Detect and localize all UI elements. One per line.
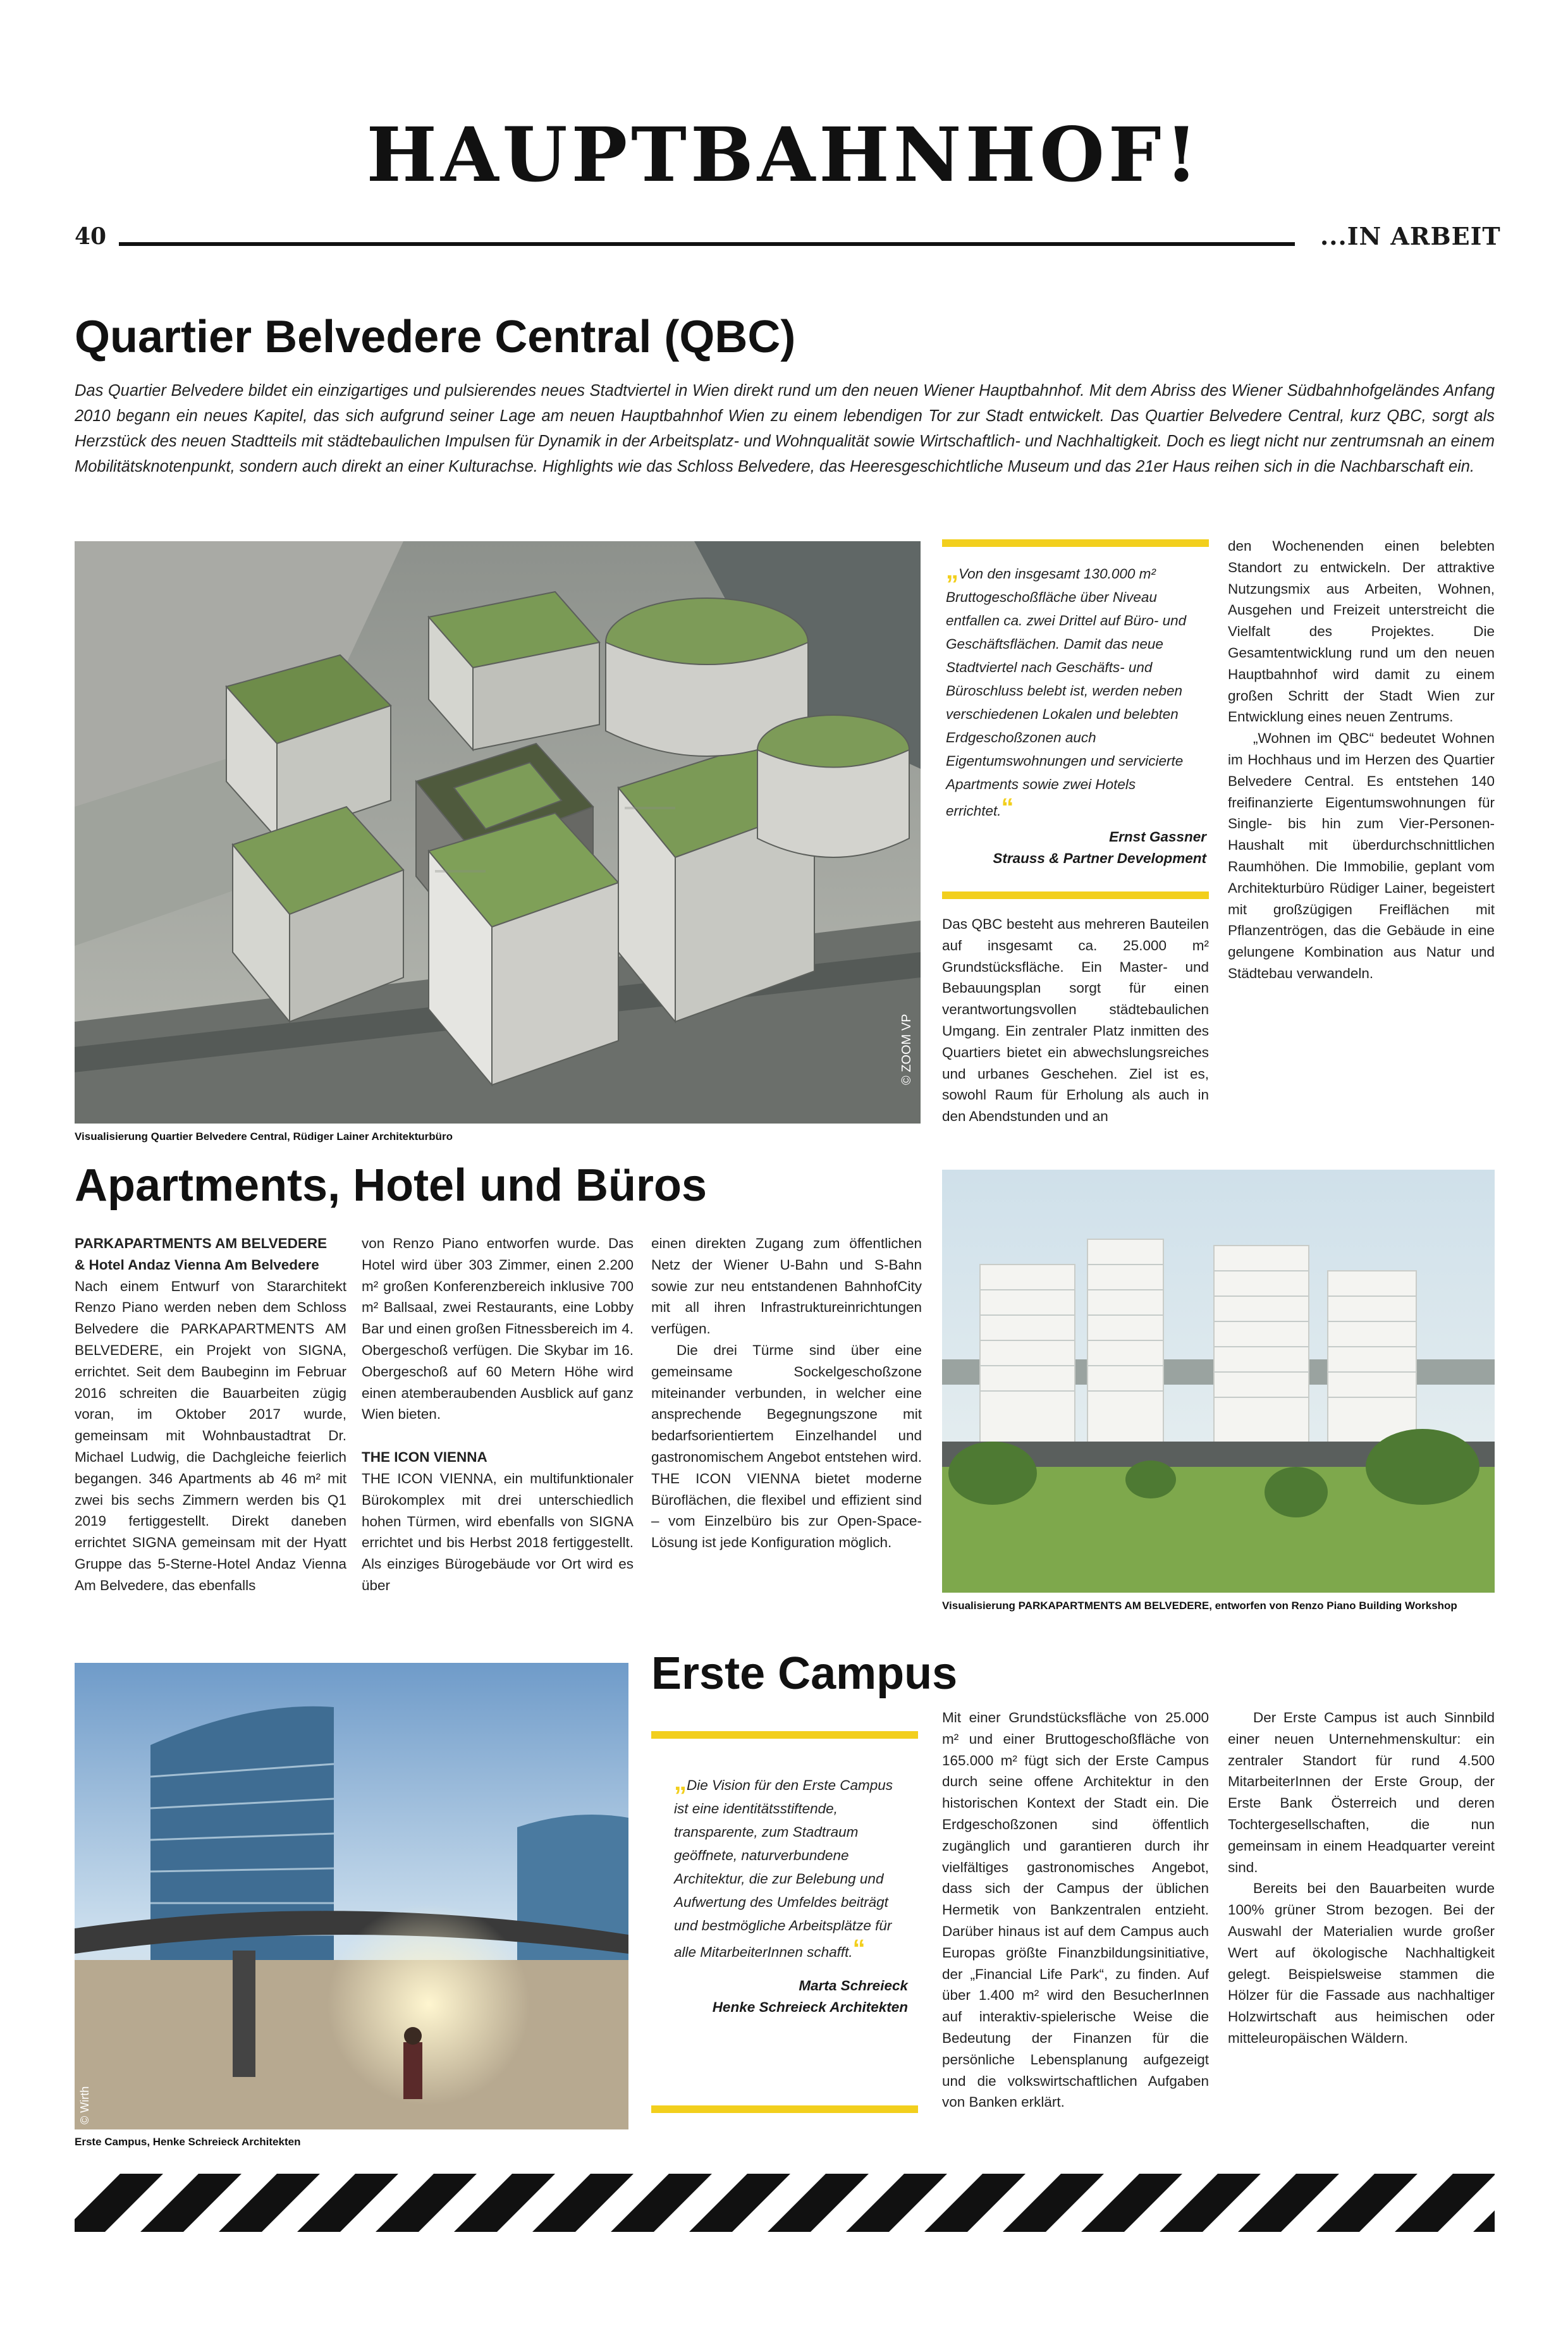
hazard-stripe — [454, 2174, 555, 2232]
qbc-column-3 — [1228, 536, 1495, 984]
erste-pullquote — [674, 1770, 908, 2018]
erste-photo — [75, 1663, 628, 2129]
apartments-heading: Apartments, Hotel und Büros — [75, 1160, 707, 1211]
quote-close-mark: “ — [1001, 793, 1014, 821]
apartments-col1-text: Nach einem Entwurf von Stararchitekt Renzo Piano werden neben dem Schloss Belvedere die PARKAPARTMENTS AM BELVEDERE, ein Projekt von SIGNA, errichtet. Seit dem Baubeginn im Februar 2016 schreiten die Bauarbeiten zügig voran, im Oktober 2017 wurde, gemeinsam mit Wohnbaustadtrat Dr. Michael Ludwig, die Dachgleiche feierlich begangen. 346 Apartments ab 46 m² mit zwei bis sechs Zimmern werden bis Q1 2019 fertiggestellt. Direkt daneben errichtet SIGNA gemeinsam mit der Hyatt Gruppe das 5-Sterne-Hotel Andaz Vienna Am Belvedere, das ebenfalls — [75, 1278, 346, 1593]
hazard-stripes — [75, 2174, 1495, 2232]
qbc-col3-p2: „Wohnen im QBC“ bedeutet Wohnen im Hochhaus und im Herzen des Quartier Belvedere Central. Es entstehen 140 freifinanzierte Eigentumswohnungen für Single- bis hin zum Vier-Personen-Haushalt mit überdurchschnittlichen Raumhöhen. Die Immobilie, geplant vom Architekturbüro Rüdiger Lainer, begeistert mit großzügigen Freiflächen mit Pflanzentrögen, das die Gebäude in eine gelungene Kombination aus Natur und Städtebau verwandeln. — [1228, 730, 1495, 981]
qbc-caption: Visualisierung Quartier Belvedere Central, Rüdiger Lainer Architekturbüro — [75, 1130, 453, 1142]
erste-col3-p1: Der Erste Campus ist auch Sinnbild einer neuen Unternehmenskultur: ein zentraler Standort für rund 4.500 MitarbeiterInnen der Erste Group, der Erste Bank Österreich und deren Tochtergesellschaften, die nun gemeinsam in einem Headquarter vereint sind. — [1228, 1710, 1495, 1875]
qbc-quote-text: Von den insgesamt 130.000 m² Bruttogeschoßfläche über Niveau entfallen ca. zwei Drittel auf Büro- und Geschäftsflächen. Damit das neue Stadtviertel nach Geschäfts- und Büroschluss belebt ist, werden neben verschiedenen Lokalen und belebten Erdgeschoßzonen auch Eigentumswohnungen und servicierte Apartments sowie zwei Hotels errichtet. — [946, 566, 1187, 819]
hazard-stripe — [611, 2174, 712, 2232]
erste-quote-author: Marta Schreieck — [799, 1978, 908, 1994]
qbc-heading: Quartier Belvedere Central (QBC) — [75, 312, 796, 362]
apartments-col3-p1: einen direkten Zugang zum öffentlichen Netz der Wiener U-Bahn und S-Bahn sowie zur neu entstandenen BahnhofCity mit all ihren Infrastruktureinrichtungen verfügen. — [651, 1235, 922, 1337]
hazard-stripe — [1160, 2174, 1261, 2232]
qbc-pullquote — [946, 556, 1206, 869]
erste-column-3 — [1228, 1707, 1495, 2049]
qbc-quote-bottom-bar — [942, 891, 1209, 899]
qbc-col3-p1: den Wochenenden einen belebten Standort zu entwickeln. Der attraktive Nutzungsmix aus Arbeiten, Wohnen, Ausgehen und Freizeit unterstreicht die Vielfalt des Projektes. Die Gesamtentwicklung rund um den neuen Hauptbahnhof wird damit zu einem großen Schritt der Stadt Wien zur Entwicklung eines neuen Zentrums. — [1228, 538, 1495, 725]
apartments-column-3 — [651, 1233, 922, 1553]
icon-vienna-text: THE ICON VIENNA, ein multifunktionaler Bürokomplex mit drei unterschiedlich hohen Türmen, wird ebenfalls von SIGNA errichtet und bis Herbst 2018 fertiggestellt. Als einziges Bürogebäude vor Ort wird es über — [362, 1470, 634, 1593]
parkapartments-caption: Visualisierung PARKAPARTMENTS AM BELVEDERE, entworfen von Renzo Piano Building Workshop — [942, 1600, 1457, 1612]
hazard-stripe — [219, 2174, 320, 2232]
hazard-stripe-band — [75, 2174, 1495, 2232]
hazard-stripe — [846, 2174, 947, 2232]
hazard-stripe — [768, 2174, 869, 2232]
section-tag: ...IN ARBEIT — [1320, 222, 1501, 250]
hazard-stripe — [1003, 2174, 1104, 2232]
hazard-stripe — [1238, 2174, 1339, 2232]
header-rule — [119, 242, 1295, 246]
apartments-column-1 — [75, 1233, 346, 1596]
qbc-column-2 — [942, 914, 1209, 1127]
qbc-quote-author: Ernst Gassner — [1109, 829, 1206, 845]
hazard-stripe — [140, 2174, 242, 2232]
hazard-stripe — [689, 2174, 790, 2232]
masthead-title: HAUPTBAHNHOF! — [366, 111, 1202, 199]
qbc-quote-company: Strauss & Partner Development — [993, 850, 1206, 866]
hazard-stripe — [1081, 2174, 1182, 2232]
erste-col2-text: Mit einer Grundstücksfläche von 25.000 m² und einer Bruttogeschoßfläche von 165.000 m² fügt sich der Erste Campus durch seine offene Architektur in den historischen Kontext der Stadt ein. Die Erdgeschoßzonen sind öffentlich zugänglich und garantieren durch ihr vielfältiges gastronomisches Angebot, dass sich der Campus der üblichen Hermetik von Bankzentralen entzieht. Darüber hinaus ist auf dem Campus auch Europas größte Finanzbildungsinitiative, der „Financial Life Park“, zu finden. Auf über 1.400 m² wird den BesucherInnen auf interaktiv-spielerische Weise die Bedeutung der Finanzen für die persönliche Lebensplanung aufgezeigt und die volkswirtschaftlichen Aufgaben von Banken erklärt. — [942, 1710, 1209, 2110]
qbc-col2-text: Das QBC besteht aus mehreren Bauteilen auf insgesamt ca. 25.000 m² Grundstücksfläche. Ein Master- und Bebauungsplan sorgt für einen verantwortungsvollen städtebaulichen Umgang. Ein zentraler Platz inmitten des Quartiers bietet ein abwechslungsreiches und urbanes Geschehen. Ziel ist es, sowohl Raum für Erholung als auch in den Abendstunden und an — [942, 916, 1209, 1125]
erste-heading: Erste Campus — [651, 1648, 958, 1699]
parkapartments-head: PARKAPARTMENTS AM BELVEDERE — [75, 1235, 328, 1251]
erste-caption: Erste Campus, Henke Schreieck Architekten — [75, 2136, 301, 2148]
hazard-stripe — [532, 2174, 634, 2232]
qbc-intro: Das Quartier Belvedere bildet ein einzigartiges und pulsierendes neues Stadtviertel in Wien direkt rund um den neuen Wiener Hauptbahnhof. Mit dem Abriss des Wiener Südbahnhofgeländes Anfang 2010 begann ein neues Kapitel, das sich aufgrund seiner Lage am neuen Hauptbahnhof Wien zu einem lebendigen Tor zur Stadt entwickelt. Das Quartier Belvedere Central, kurz QBC, sorgt als Herzstück des neuen Stadtteils mit städtebaulichen Impulsen für Dynamik in der Arbeitsplatz- und Wohnqualität sowie Wirtschaftlich- und Nachhaltigkeit. Doch es liegt nicht nur zentrumsnah an einem Mobilitätsknotenpunkt, sondern auch direkt an einer Kulturachse. Highlights wie das Schloss Belvedere, das Heeresgeschichtliche Museum und das 21er Haus reihen sich in die Nachbarschaft ein. — [75, 382, 1495, 475]
quote-open-mark: „ — [946, 556, 959, 584]
hazard-stripe — [1395, 2174, 1495, 2232]
qbc-quote-top-bar — [942, 539, 1209, 547]
erste-quote-bottom-bar — [651, 2105, 918, 2113]
quote-close-mark: “ — [852, 1935, 866, 1963]
hazard-stripe — [1316, 2174, 1418, 2232]
apartments-column-2 — [362, 1233, 634, 1596]
icon-vienna-head: THE ICON VIENNA — [362, 1449, 487, 1466]
erste-quote-text: Die Vision für den Erste Campus ist eine identitätsstiftende, transparente, zum Stadtraum geöffnete, naturverbundene Architektur, die zur Belebung und Aufwertung des Umfeldes beiträgt und bestmögliche Arbeitsplätze für alle MitarbeiterInnen schafft. — [674, 1777, 893, 1960]
hazard-stripe — [924, 2174, 1026, 2232]
erste-photo-credit: © Wirth — [78, 2086, 91, 2124]
erste-column-2 — [942, 1707, 1209, 2113]
qbc-photo-credit: © ZOOM VP — [900, 1014, 914, 1085]
erste-col3-p2: Bereits bei den Bauarbeiten wurde 100% grüner Strom bezogen. Bei der Auswahl der Materialien wurde großer Wert auf ökologische Nachhaltigkeit gelegt. Beispielsweise stammen die Hölzer für die Fassade aus nachhaltiger Holzwirtschaft aus heimischen oder mitteleuropäischen Wäldern. — [1228, 1880, 1495, 2046]
erste-campus-illustration — [75, 1663, 628, 2129]
qbc-aerial-illustration — [75, 541, 921, 1124]
qbc-photo — [75, 541, 921, 1124]
apartments-col2-text: von Renzo Piano entworfen wurde. Das Hotel wird über 303 Zimmer, einen 2.200 m² großen Konferenzbereich inklusive 700 m² Ballsaal, zwei Restaurants, eine Lobby Bar und einen großen Fitnessbereich im 4. Obergeschoß verfügen. Die Skybar im 16. Obergeschoß auf 60 Metern Höhe wird einen atemberaubenden Ausblick auf ganz Wien bieten. — [362, 1235, 634, 1423]
hazard-stripe — [376, 2174, 477, 2232]
erste-quote-top-bar — [651, 1731, 918, 1739]
parkapartments-illustration — [942, 1170, 1495, 1593]
apartments-col3-p2: Die drei Türme sind über eine gemeinsame Sockelgeschoßzone miteinander verbunden, in welcher eine ansprechende Begegnungszone mit bedarfsorientiertem Einzelhandel und gastronomischem Angebot entstehen wird. THE ICON VIENNA bietet moderne Büroflächen, die flexibel und effizient sind – vom Einzelbüro bis zur Open-Space-Lösung ist jede Konfiguration möglich. — [651, 1342, 922, 1551]
erste-quote-company: Henke Schreieck Architekten — [712, 1999, 908, 2015]
andaz-head: & Hotel Andaz Vienna Am Belvedere — [75, 1256, 319, 1273]
parkapartments-photo — [942, 1170, 1495, 1593]
hazard-stripe — [297, 2174, 398, 2232]
quote-open-mark: „ — [674, 1768, 687, 1796]
page-number: 40 — [75, 223, 107, 250]
